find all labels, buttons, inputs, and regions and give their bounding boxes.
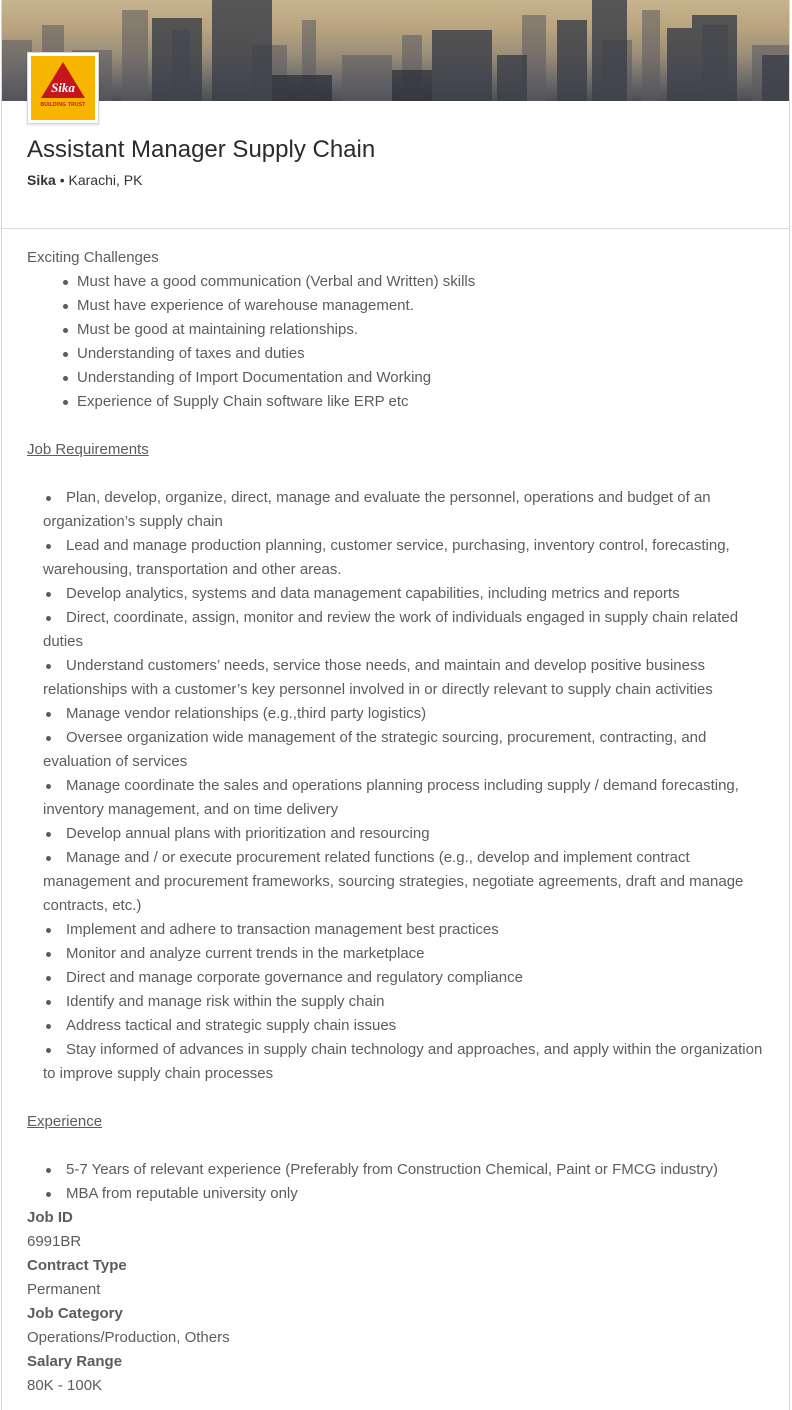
job-category-label: Job Category xyxy=(27,1305,123,1322)
salary-range-value: 80K - 100K xyxy=(27,1377,103,1394)
list-item: Oversee organization wide management of the strategic sourcing, procurement, contracting, and evaluation of services xyxy=(27,726,777,774)
job-id-value: 6991BR xyxy=(27,1233,82,1250)
contract-type-label: Contract Type xyxy=(27,1257,127,1274)
logo-tagline: BUILDING TRUST xyxy=(40,102,86,108)
salary-range-label: Salary Range xyxy=(27,1353,123,1370)
list-item: Implement and adhere to transaction management best practices xyxy=(27,918,777,942)
list-item: Manage vendor relationships (e.g.,third party logistics) xyxy=(27,702,777,726)
list-item: Understanding of taxes and duties xyxy=(27,342,777,366)
experience-list xyxy=(27,1158,777,1206)
list-item: Develop analytics, systems and data management capabilities, including metrics and reports xyxy=(27,582,777,606)
list-item: Manage coordinate the sales and operations planning process including supply / demand forecasting, inventory management, and on time delivery xyxy=(27,774,777,822)
job-category-value: Operations/Production, Others xyxy=(27,1329,230,1346)
job-id-label: Job ID xyxy=(27,1209,73,1226)
contract-type-value: Permanent xyxy=(27,1281,101,1298)
list-item: Must have a good communication (Verbal and Written) skills xyxy=(27,270,777,294)
experience-heading: Experience xyxy=(27,1113,103,1130)
list-item: Stay informed of advances in supply chain technology and approaches, and apply within the organization to improve supply chain processes xyxy=(27,1038,777,1086)
list-item: 5-7 Years of relevant experience (Preferably from Construction Chemical, Paint or FMCG industry) xyxy=(27,1158,777,1182)
job-requirements-heading: Job Requirements xyxy=(27,441,149,458)
logo-brand-text: Sika xyxy=(51,80,75,95)
job-description xyxy=(27,246,777,1398)
list-item: Identify and manage risk within the supply chain xyxy=(27,990,777,1014)
list-item: Direct, coordinate, assign, monitor and review the work of individuals engaged in supply chain related duties xyxy=(27,606,777,654)
list-item: Monitor and analyze current trends in the marketplace xyxy=(27,942,777,966)
job-title: Assistant Manager Supply Chain xyxy=(27,136,376,163)
header-divider xyxy=(2,228,789,229)
list-item: Lead and manage production planning, customer service, purchasing, inventory control, forecasting, warehousing, transportation and other areas. xyxy=(27,534,777,582)
city-skyline-image xyxy=(2,0,789,101)
job-location: Karachi, PK xyxy=(68,172,143,188)
list-item: Experience of Supply Chain software like ERP etc xyxy=(27,390,777,414)
list-item: Understand customers’ needs, service those needs, and maintain and develop positive business relationships with a customer’s key personnel involved in or directly relevant to supply chain activities xyxy=(27,654,777,702)
company-location-line xyxy=(27,172,142,188)
cover-banner xyxy=(2,0,789,101)
job-posting-card xyxy=(1,0,790,1410)
list-item: Must be good at maintaining relationships. xyxy=(27,318,777,342)
list-item: Direct and manage corporate governance and regulatory compliance xyxy=(27,966,777,990)
list-item: Understanding of Import Documentation and Working xyxy=(27,366,777,390)
list-item: Develop annual plans with prioritization and resourcing xyxy=(27,822,777,846)
list-item: Plan, develop, organize, direct, manage and evaluate the personnel, operations and budget of an organization’s supply chain xyxy=(27,486,777,534)
separator-dot: • xyxy=(59,172,65,188)
list-item: Must have experience of warehouse management. xyxy=(27,294,777,318)
sika-triangle-icon xyxy=(31,56,95,120)
list-item: MBA from reputable university only xyxy=(27,1182,777,1206)
requirements-list xyxy=(27,486,777,1086)
company-name[interactable]: Sika xyxy=(27,172,56,188)
challenges-heading: Exciting Challenges xyxy=(27,249,159,266)
list-item: Manage and / or execute procurement related functions (e.g., develop and implement contract management and procurement frameworks, sourcing strategies, negotiate agreements, draft and manage contracts, etc.) xyxy=(27,846,777,918)
list-item: Address tactical and strategic supply chain issues xyxy=(27,1014,777,1038)
challenges-list xyxy=(27,270,777,414)
company-logo[interactable] xyxy=(27,52,99,124)
sika-logo-mark xyxy=(31,56,95,120)
